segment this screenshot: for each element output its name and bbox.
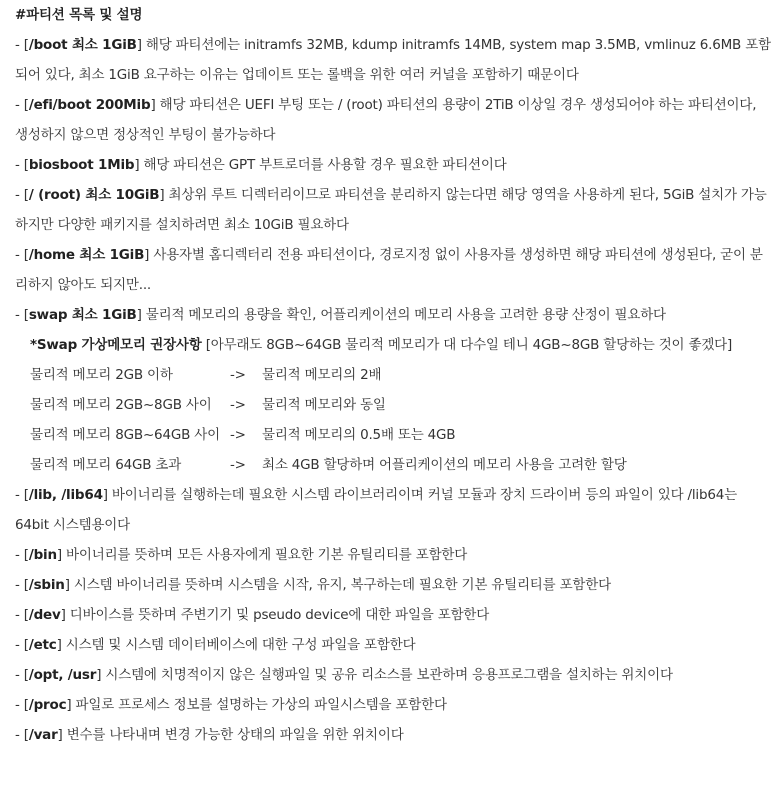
dir-item-sbin <box>15 570 771 600</box>
swap-rec-size: 최소 4GB 할당하며 어플리케이션의 메모리 사용을 고려한 할당 <box>262 457 627 473</box>
swap-rec-arrow: -> <box>230 397 246 413</box>
item-desc: 해당 파티션에는 initramfs 32MB, kdump initramfs 14MB, system map 3.5MB, vmlinuz 6.6MB 포함되어 있다, 최소 1GiB 요구하는 이유는 업데이트 또는 롤백을 위한 여러 커널을 포함하기 때문이다 <box>15 37 771 83</box>
item-name: /sbin <box>28 577 65 593</box>
item-bracket-open: [ <box>23 187 29 203</box>
swap-rec-memory: 물리적 메모리 8GB~64GB 사이 <box>30 427 220 443</box>
item-desc: 시스템 바이너리를 뜻하며 시스템을 시작, 유지, 복구하는데 필요한 기본 유틸리티를 포함한다 <box>69 577 611 593</box>
item-bracket-close: ] <box>56 637 62 653</box>
swap-rec-arrow: -> <box>230 457 246 473</box>
item-desc: 시스템에 치명적이지 않은 실행파일 및 공유 리소스를 보관하며 응용프로그램을 설치하는 위치이다 <box>101 667 673 683</box>
item-prefix: - <box>15 97 24 113</box>
swap-rec-size: 물리적 메모리의 2배 <box>262 367 382 383</box>
item-bracket-close: ] <box>159 187 165 203</box>
item-prefix: - <box>15 637 24 653</box>
item-bracket-close: ] <box>96 667 102 683</box>
item-prefix: - <box>15 307 24 323</box>
item-bracket-close: ] <box>102 487 108 503</box>
swap-note-label: *Swap 가상메모리 권장사항 <box>30 337 202 353</box>
item-bracket-open: [ <box>23 667 29 683</box>
swap-rec-size: 물리적 메모리와 동일 <box>262 397 386 413</box>
swap-rec-row <box>15 360 771 390</box>
item-bracket-open: [ <box>23 307 29 323</box>
item-bracket-open: [ <box>23 247 29 263</box>
item-prefix: - <box>15 577 24 593</box>
swap-rec-memory: 물리적 메모리 2GB 이하 <box>30 367 173 383</box>
item-name: /opt, /usr <box>28 667 97 683</box>
item-prefix: - <box>15 487 24 503</box>
item-prefix: - <box>15 187 24 203</box>
swap-rec-memory: 물리적 메모리 64GB 초과 <box>30 457 182 473</box>
item-bracket-close: ] <box>136 307 142 323</box>
dir-item-opt-usr <box>15 660 771 690</box>
item-name: biosboot 1Mib <box>28 157 135 173</box>
item-name: /proc <box>28 697 67 713</box>
partition-item-home <box>15 240 771 300</box>
item-desc: 시스템 및 시스템 데이터베이스에 대한 구성 파일을 포함한다 <box>61 637 416 653</box>
item-name: /bin <box>28 547 57 563</box>
dir-item-bin <box>15 540 771 570</box>
swap-rec-row <box>15 390 771 420</box>
swap-rec-row <box>15 450 771 480</box>
item-bracket-close: ] <box>136 37 142 53</box>
item-name: /dev <box>28 607 61 623</box>
item-desc: 바이너리를 뜻하며 모든 사용자에게 필요한 기본 유틸리티를 포함한다 <box>61 547 468 563</box>
swap-rec-size: 물리적 메모리의 0.5배 또는 4GB <box>262 427 456 443</box>
item-name: /var <box>28 727 58 743</box>
item-name: /efi/boot 200Mib <box>28 97 151 113</box>
partition-item-boot <box>15 30 771 90</box>
partition-item-swap <box>15 300 771 330</box>
swap-rec-row <box>15 420 771 450</box>
item-bracket-open: [ <box>23 607 29 623</box>
swap-rec-arrow: -> <box>230 427 246 443</box>
item-name: / (root) 최소 10GiB <box>28 187 160 203</box>
item-desc: 해당 파티션은 GPT 부트로더를 사용할 경우 필요한 파티션이다 <box>139 157 507 173</box>
item-bracket-close: ] <box>56 547 62 563</box>
item-bracket-open: [ <box>23 487 29 503</box>
item-desc: 바이너리를 실행하는데 필요한 시스템 라이브러리이며 커널 모듈과 장치 드라이버 등의 파일이 있다 /lib64는 64bit 시스템용이다 <box>15 487 737 533</box>
item-name: /home 최소 1GiB <box>28 247 145 263</box>
item-prefix: - <box>15 37 24 53</box>
dir-item-lib <box>15 480 771 540</box>
item-bracket-close: ] <box>57 727 63 743</box>
partition-item-efi-boot <box>15 90 771 150</box>
item-name: /etc <box>28 637 57 653</box>
item-prefix: - <box>15 157 24 173</box>
item-desc: 해당 파티션은 UEFI 부팅 또는 / (root) 파티션의 용량이 2TiB 이상일 경우 생성되어야 하는 파티션이다, 생성하지 않으면 정상적인 부팅이 불가능하다 <box>15 97 757 143</box>
item-prefix: - <box>15 607 24 623</box>
item-bracket-open: [ <box>23 727 29 743</box>
partition-item-biosboot <box>15 150 771 180</box>
item-prefix: - <box>15 667 24 683</box>
item-bracket-close: ] <box>144 247 150 263</box>
dir-item-etc <box>15 630 771 660</box>
swap-recommendation-note <box>15 330 771 360</box>
item-bracket-open: [ <box>23 577 29 593</box>
item-bracket-open: [ <box>23 37 29 53</box>
item-prefix: - <box>15 247 24 263</box>
item-desc: 변수를 나타내며 변경 가능한 상태의 파일을 위한 위치이다 <box>62 727 404 743</box>
swap-rec-arrow: -> <box>230 367 246 383</box>
item-desc: 파일로 프로세스 정보를 설명하는 가상의 파일시스템을 포함한다 <box>71 697 447 713</box>
item-prefix: - <box>15 697 24 713</box>
item-bracket-close: ] <box>150 97 156 113</box>
dir-item-proc <box>15 690 771 720</box>
swap-rec-memory: 물리적 메모리 2GB~8GB 사이 <box>30 397 212 413</box>
dir-item-var <box>15 720 771 750</box>
dir-item-dev <box>15 600 771 630</box>
item-bracket-close: ] <box>134 157 140 173</box>
item-bracket-open: [ <box>23 697 29 713</box>
partition-item-root <box>15 180 771 240</box>
item-bracket-open: [ <box>23 637 29 653</box>
item-prefix: - <box>15 547 24 563</box>
item-desc: 최상위 루트 디렉터리이므로 파티션을 분리하지 않는다면 해당 영역을 사용하게 된다, 5GiB 설치가 가능하지만 다양한 패키지를 설치하려면 최소 10GiB 필요하다 <box>15 187 767 233</box>
item-bracket-open: [ <box>23 97 29 113</box>
item-bracket-close: ] <box>60 607 66 623</box>
item-name: swap 최소 1GiB <box>28 307 137 323</box>
item-desc: 물리적 메모리의 용량을 확인, 어플리케이션의 메모리 사용을 고려한 용량 산정이 필요하다 <box>141 307 666 323</box>
item-prefix: - <box>15 727 24 743</box>
item-name: /lib, /lib64 <box>28 487 103 503</box>
item-bracket-close: ] <box>66 697 72 713</box>
item-bracket-open: [ <box>23 547 29 563</box>
swap-note-desc: [아무래도 8GB~64GB 물리적 메모리가 대 다수일 테니 4GB~8GB 할당하는 것이 좋겠다] <box>201 337 733 353</box>
item-desc: 사용자별 홈디렉터리 전용 파티션이다, 경로지정 없이 사용자를 생성하면 해당 파티션에 생성된다, 굳이 분리하지 않아도 되지만... <box>15 247 763 293</box>
item-bracket-open: [ <box>23 157 29 173</box>
item-name: /boot 최소 1GiB <box>28 37 137 53</box>
page-title: #파티션 목록 및 설명 <box>15 7 143 23</box>
item-desc: 디바이스를 뜻하며 주변기기 및 pseudo device에 대한 파일을 포함한다 <box>65 607 490 623</box>
item-bracket-close: ] <box>64 577 70 593</box>
